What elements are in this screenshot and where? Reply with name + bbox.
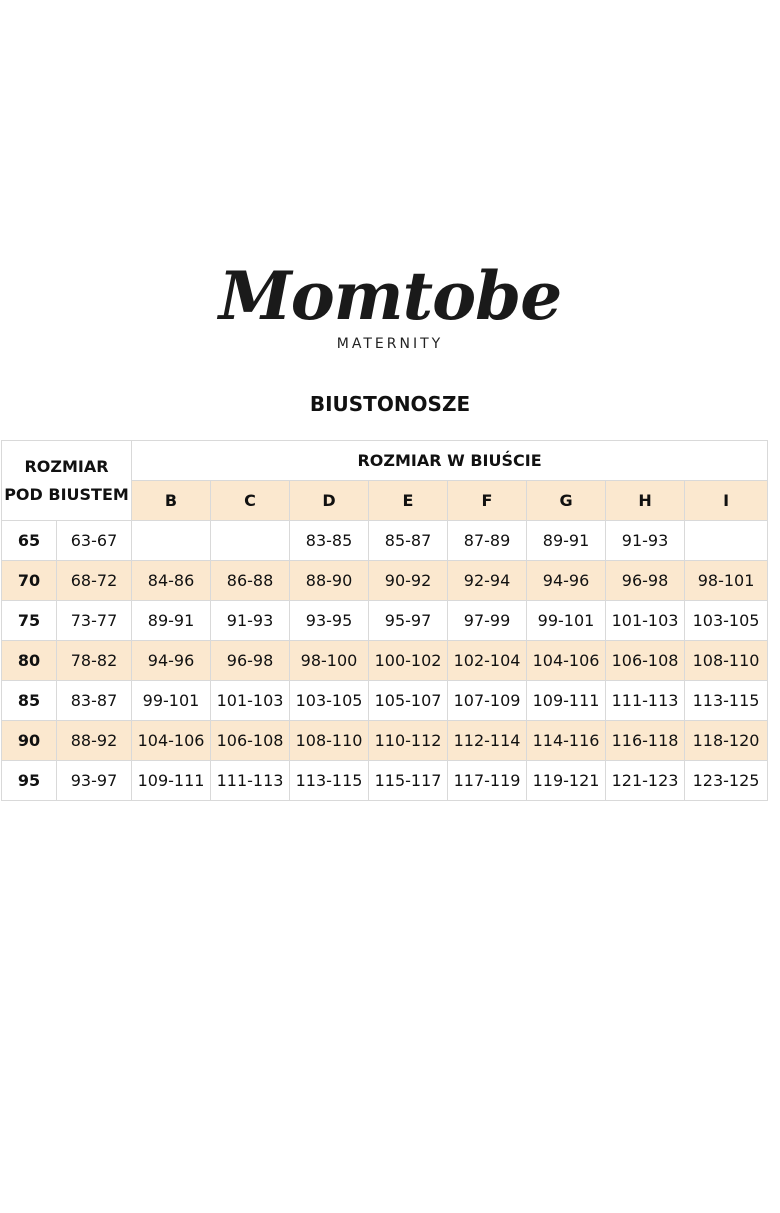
header-row-1 <box>2 441 768 481</box>
cup-header-b: B <box>132 481 211 521</box>
band-size: 85 <box>2 681 57 721</box>
bust-range-cell: 101-103 <box>606 601 685 641</box>
bust-range-cell: 108-110 <box>685 641 768 681</box>
bust-range-cell: 104-106 <box>132 721 211 761</box>
bust-range-cell: 85-87 <box>369 521 448 561</box>
cup-header-d: D <box>290 481 369 521</box>
underbust-range: 83-87 <box>57 681 132 721</box>
band-size: 95 <box>2 761 57 801</box>
bust-range-cell: 103-105 <box>685 601 768 641</box>
underbust-header <box>2 441 132 521</box>
bust-range-cell: 111-113 <box>211 761 290 801</box>
bust-range-cell: 90-92 <box>369 561 448 601</box>
logo-wordmark: Momtobe <box>218 257 562 335</box>
bust-range-cell: 99-101 <box>527 601 606 641</box>
underbust-range: 63-67 <box>57 521 132 561</box>
bust-range-cell: 99-101 <box>132 681 211 721</box>
bust-range-cell: 98-100 <box>290 641 369 681</box>
bust-range-cell: 101-103 <box>211 681 290 721</box>
underbust-header-line2: POD BIUSTEM <box>4 484 129 504</box>
bust-range-cell: 91-93 <box>211 601 290 641</box>
underbust-range: 93-97 <box>57 761 132 801</box>
bust-range-cell: 89-91 <box>132 601 211 641</box>
bust-range-cell: 121-123 <box>606 761 685 801</box>
bust-range-cell: 86-88 <box>211 561 290 601</box>
bust-range-cell: 104-106 <box>527 641 606 681</box>
bust-range-cell: 89-91 <box>527 521 606 561</box>
bust-range-cell: 119-121 <box>527 761 606 801</box>
underbust-range: 88-92 <box>57 721 132 761</box>
bust-range-cell: 96-98 <box>606 561 685 601</box>
band-size: 70 <box>2 561 57 601</box>
band-size: 90 <box>2 721 57 761</box>
bust-range-cell: 106-108 <box>606 641 685 681</box>
cup-header-f: F <box>448 481 527 521</box>
underbust-header-line1: ROZMIAR <box>24 456 109 476</box>
table-row <box>2 521 768 561</box>
bust-range-cell: 117-119 <box>448 761 527 801</box>
bust-range-cell: 102-104 <box>448 641 527 681</box>
bust-range-cell: 83-85 <box>290 521 369 561</box>
bust-range-cell: 103-105 <box>290 681 369 721</box>
bust-range-cell: 95-97 <box>369 601 448 641</box>
bust-range-cell: 87-89 <box>448 521 527 561</box>
cup-header-e: E <box>369 481 448 521</box>
table-row <box>2 641 768 681</box>
bust-range-cell: 113-115 <box>685 681 768 721</box>
bust-range-cell: 94-96 <box>132 641 211 681</box>
table-row <box>2 761 768 801</box>
bust-range-cell: 118-120 <box>685 721 768 761</box>
bust-size-header: ROZMIAR W BIUŚCIE <box>132 441 768 481</box>
underbust-range: 73-77 <box>57 601 132 641</box>
bust-range-cell: 110-112 <box>369 721 448 761</box>
bust-range-cell: 94-96 <box>527 561 606 601</box>
bust-range-cell: 106-108 <box>211 721 290 761</box>
brand-logo <box>0 258 780 352</box>
cup-header-c: C <box>211 481 290 521</box>
bust-range-cell: 105-107 <box>369 681 448 721</box>
bust-range-cell: 109-111 <box>132 761 211 801</box>
table-row <box>2 681 768 721</box>
cup-header-g: G <box>527 481 606 521</box>
band-size: 65 <box>2 521 57 561</box>
bust-range-cell: 96-98 <box>211 641 290 681</box>
bust-range-cell: 123-125 <box>685 761 768 801</box>
bust-range-cell: 111-113 <box>606 681 685 721</box>
bust-range-cell: 92-94 <box>448 561 527 601</box>
table-row <box>2 561 768 601</box>
bust-range-cell: 114-116 <box>527 721 606 761</box>
underbust-range: 78-82 <box>57 641 132 681</box>
table-row <box>2 721 768 761</box>
bust-range-cell: 91-93 <box>606 521 685 561</box>
bust-range-cell: 109-111 <box>527 681 606 721</box>
bust-range-cell: 100-102 <box>369 641 448 681</box>
size-chart-table <box>1 440 768 801</box>
cup-header-i: I <box>685 481 768 521</box>
bust-range-cell <box>211 521 290 561</box>
bust-range-cell: 115-117 <box>369 761 448 801</box>
band-size: 80 <box>2 641 57 681</box>
bust-range-cell: 108-110 <box>290 721 369 761</box>
bust-range-cell: 116-118 <box>606 721 685 761</box>
bust-range-cell <box>685 521 768 561</box>
cup-header-h: H <box>606 481 685 521</box>
bust-range-cell: 98-101 <box>685 561 768 601</box>
bust-range-cell: 88-90 <box>290 561 369 601</box>
underbust-range: 68-72 <box>57 561 132 601</box>
page-title: BIUSTONOSZE <box>309 392 471 416</box>
bust-range-cell <box>132 521 211 561</box>
table-row <box>2 601 768 641</box>
bust-range-cell: 112-114 <box>448 721 527 761</box>
bust-range-cell: 93-95 <box>290 601 369 641</box>
band-size: 75 <box>2 601 57 641</box>
bust-range-cell: 97-99 <box>448 601 527 641</box>
bust-range-cell: 84-86 <box>132 561 211 601</box>
bust-range-cell: 113-115 <box>290 761 369 801</box>
logo-subtitle: MATERNITY <box>336 336 444 352</box>
bust-range-cell: 107-109 <box>448 681 527 721</box>
